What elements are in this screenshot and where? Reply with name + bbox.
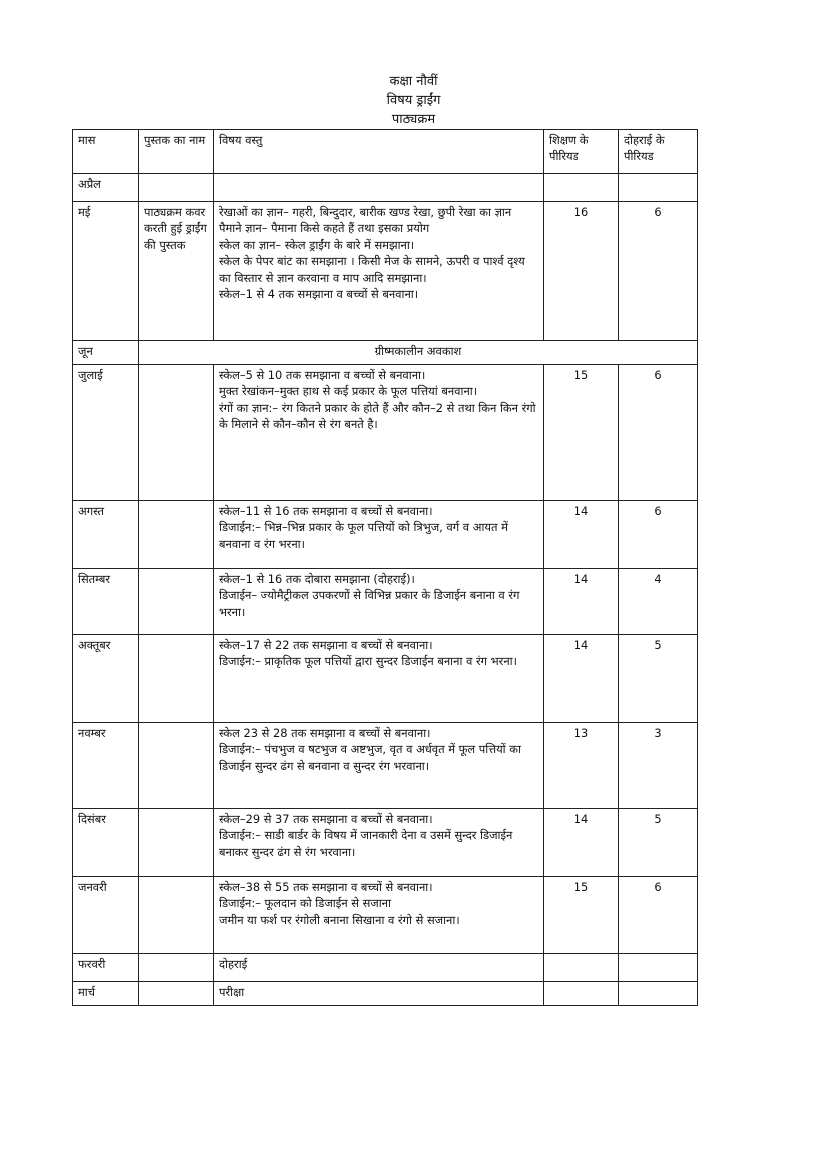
teaching-periods-cell: 14 [544,809,619,877]
header-book: पुस्तक का नाम [139,130,214,174]
content-cell [214,723,544,809]
content-line: स्केल–11 से 16 तक समझाना व बच्चों से बनवाना। [219,504,433,518]
subject-title: विषय ड्राईंग [386,93,441,108]
book-cell [139,569,214,635]
revision-periods-cell: 6 [619,501,698,569]
syllabus-title: पाठ्यक्रम [391,112,436,127]
content-cell [214,501,544,569]
teaching-periods-cell: 14 [544,569,619,635]
content-cell [214,877,544,954]
header-content: विषय वस्तु [214,130,544,174]
book-cell [139,954,214,982]
content-line: स्केल–38 से 55 तक समझाना व बच्चों से बनवाना। [219,880,433,894]
book-cell: पाठ्यक्रम कवर करती हुई ड्राईंग की पुस्तक [139,202,214,341]
teaching-periods-cell: 15 [544,365,619,501]
table-row [73,877,698,954]
content-cell [214,174,544,202]
content-line: स्केल–5 से 10 तक समझाना व बच्चों से बनवाना। [219,368,426,382]
teaching-periods-cell: 16 [544,202,619,341]
book-cell [139,365,214,501]
content-line: पैमाने ज्ञान– पैमाना किसे कहते हैं तथा इसका प्रयोग [219,221,430,236]
revision-periods-cell: 6 [619,877,698,954]
content-cell [214,809,544,877]
content-cell [214,954,544,982]
content-line: डिजाईन– ज्योमैट्रीकल उपकरणों से विभिन्न प्रकार के डिजाईन बनाना व रंग भरना। [219,588,520,619]
table-row [73,365,698,501]
table-row [73,569,698,635]
table-row [73,174,698,202]
document-heading [0,72,827,129]
book-cell [139,723,214,809]
revision-periods-cell [619,954,698,982]
content-line: दोहराई [219,957,248,971]
content-line: डिजाईन:– साडी बार्डर के विषय में जानकारी देना व उसमें सुन्दर डिजाईन बनाकर सुन्दर ढंग से रंग भरवाना। [219,828,513,859]
book-cell [139,982,214,1006]
revision-periods-cell: 5 [619,635,698,723]
content-cell [214,365,544,501]
month-cell: नवम्बर [73,723,139,809]
revision-periods-cell [619,174,698,202]
table-header-row [73,130,698,174]
header-month: मास [73,130,139,174]
teaching-periods-cell [544,954,619,982]
month-cell: अप्रैल [73,174,139,202]
content-line: रंगों का ज्ञान:– रंग कितने प्रकार के होते हैं और कौन–2 से तथा किन किन रंगो के मिलाने से कौन–कौन से रंग बनते है। [219,400,536,432]
month-cell: जून [73,341,139,365]
table-row [73,809,698,877]
revision-periods-cell: 3 [619,723,698,809]
month-cell: सितम्बर [73,569,139,635]
month-cell: मार्च [73,982,139,1006]
teaching-periods-cell: 15 [544,877,619,954]
content-line: डिजाईन:– फूलदान को डिजाईन से सजाना [219,896,391,911]
table-row [73,982,698,1006]
table-row [73,635,698,723]
content-line: मुक्त रेखांकन–मुक्त हाथ से कई प्रकार के फूल पत्तियां बनवाना। [219,384,478,399]
teaching-periods-cell: 14 [544,501,619,569]
teaching-periods-cell: 14 [544,635,619,723]
content-cell [214,202,544,341]
class-title: कक्षा नौवीं [389,74,438,89]
revision-periods-cell: 6 [619,202,698,341]
content-cell [214,569,544,635]
content-cell [214,635,544,723]
teaching-periods-cell [544,174,619,202]
content-line: रेखाओं का ज्ञान– गहरी, बिन्दुदार, बारीक खण्ड रेखा, छुपी रेखा का ज्ञान [219,205,512,219]
content-line: डिजाईन:– भिन्न–भिन्न प्रकार के फूल पत्तियों को त्रिभुज, वर्ग व आयत में बनवाना व रंग भरना। [219,520,508,551]
vacation-cell: ग्रीष्मकालीन अवकाश [139,341,698,365]
table-row [73,501,698,569]
book-cell [139,809,214,877]
content-line: परीक्षा [219,985,245,999]
teaching-periods-cell: 13 [544,723,619,809]
month-cell: जनवरी [73,877,139,954]
month-cell: दिसंबर [73,809,139,877]
table-row [73,341,698,365]
content-line: स्केल–17 से 22 तक समझाना व बच्चों से बनवाना। [219,638,433,652]
header-revision-periods: दोहराई के पीरियड [619,130,698,174]
content-line: जमीन या फर्श पर रंगोली बनाना सिखाना व रंगो से सजाना। [219,912,460,927]
content-line: स्केल–29 से 37 तक समझाना व बच्चों से बनवाना। [219,812,433,826]
content-cell [214,982,544,1006]
table-row [73,954,698,982]
content-line: स्केल का ज्ञान– स्केल ड्राईंग के बारे में समझाना। [219,237,415,252]
content-line: डिजाईन:– प्राकृतिक फूल पत्तियों द्वारा सुन्दर डिजाईन बनाना व रंग भरना। [219,654,517,669]
book-cell [139,174,214,202]
content-line: स्केल–1 से 4 तक समझाना व बच्चों से बनवाना। [219,287,419,302]
month-cell: मई [73,202,139,341]
table-row [73,202,698,341]
content-line: डिजाईन:– पंचभुज व षटभुज व अष्टभुज, वृत व अर्धवृत में फूल पत्तियों का डिजाईन सुन्दर ढंग से बनवाना व सुन्दर रंग भरवाना। [219,742,521,773]
revision-periods-cell: 4 [619,569,698,635]
book-cell [139,877,214,954]
month-cell: फरवरी [73,954,139,982]
content-line: स्केल–1 से 16 तक दोबारा समझाना (दोहराई)। [219,572,415,586]
syllabus-table [72,129,698,1006]
month-cell: जुलाई [73,365,139,501]
teaching-periods-cell [544,982,619,1006]
revision-periods-cell: 5 [619,809,698,877]
revision-periods-cell [619,982,698,1006]
book-cell [139,501,214,569]
revision-periods-cell: 6 [619,365,698,501]
month-cell: अक्तूबर [73,635,139,723]
table-row [73,723,698,809]
book-cell [139,635,214,723]
content-line: स्केल के पेपर बांट का समझाना । किसी मेज के सामने, ऊपरी व पार्श्व दृश्य का विस्तार से ज्ञान करवाना व माप आदि समझाना। [219,254,525,285]
content-line: स्केल 23 से 28 तक समझाना व बच्चों से बनवाना। [219,726,431,740]
month-cell: अगस्त [73,501,139,569]
header-teaching-periods: शिक्षण के पीरियड [544,130,619,174]
